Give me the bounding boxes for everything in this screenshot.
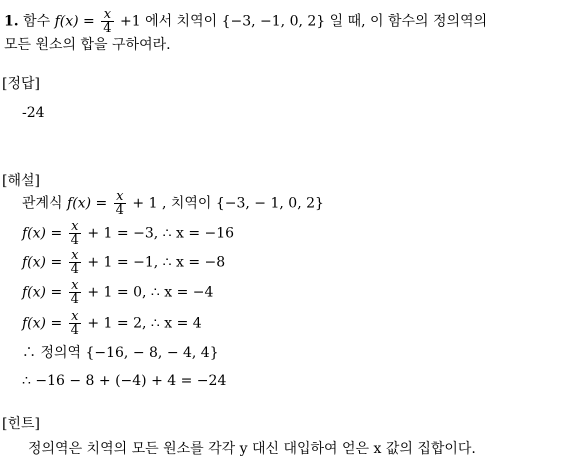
solution-intro-lhs: f(x) = <box>67 195 108 212</box>
solution-label: [해설] <box>2 173 40 189</box>
hint-text: 정의역은 치역의 모든 원소를 각각 y 대신 대입하여 얻은 x 값의 집합이다. <box>28 441 476 457</box>
step-rhs: + 1 = −1, ∴ x = −8 <box>87 254 226 271</box>
fraction-numerator: x <box>71 248 79 263</box>
solution-domain-line: ∴ 정의역 {−16, − 8, − 4, 4} <box>22 345 219 361</box>
answer-value: -24 <box>22 105 45 121</box>
function-lhs: f(x) = <box>54 13 95 30</box>
solution-step <box>22 310 202 337</box>
answer-label: [정답] <box>2 76 40 92</box>
solution-step <box>22 279 213 306</box>
problem-text-mid: 에서 치역이 {−3, −1, 0, 2} 일 때, 이 함수의 정의역의 <box>145 13 488 30</box>
step-lhs: f(x) = <box>22 284 63 301</box>
solution-intro-tail: + 1 , 치역이 {−3, − 1, 0, 2} <box>132 195 324 212</box>
solution-intro <box>22 190 324 217</box>
fraction-denominator: 4 <box>70 233 79 248</box>
solution-sum-line: ∴ −16 − 8 + (−4) + 4 = −24 <box>22 373 227 389</box>
solution-step <box>22 249 225 276</box>
problem-number: 1. <box>4 13 19 30</box>
step-rhs: + 1 = 0, ∴ x = −4 <box>87 284 214 301</box>
fraction-numerator: x <box>71 309 79 324</box>
function-tail: +1 <box>119 13 141 30</box>
step-lhs: f(x) = <box>22 225 63 242</box>
fraction-denominator: 4 <box>70 292 79 307</box>
fraction-numerator: x <box>116 189 124 204</box>
step-rhs: + 1 = −3, ∴ x = −16 <box>87 225 235 242</box>
step-rhs: + 1 = 2, ∴ x = 4 <box>87 315 202 332</box>
fraction-numerator: x <box>103 7 112 22</box>
fraction-denominator: 4 <box>70 323 79 338</box>
fraction-denominator: 4 <box>103 21 112 36</box>
hint-label: [힌트] <box>2 416 40 432</box>
solution-step <box>22 220 234 247</box>
fraction-denominator: 4 <box>115 203 124 218</box>
fraction-denominator: 4 <box>70 262 79 277</box>
step-fraction <box>69 249 81 276</box>
solution-intro-fraction <box>114 190 126 217</box>
fraction-numerator: x <box>71 219 79 234</box>
function-fraction <box>101 8 113 35</box>
solution-intro-before: 관계식 <box>22 195 63 212</box>
problem-line-1 <box>4 8 487 35</box>
problem-line-2: 모든 원소의 합을 구하여라. <box>4 37 171 53</box>
problem-text-before: 함수 <box>23 13 51 30</box>
fraction-numerator: x <box>71 278 79 293</box>
step-fraction <box>69 279 81 306</box>
step-fraction <box>69 310 81 337</box>
step-lhs: f(x) = <box>22 315 63 332</box>
step-fraction <box>69 220 81 247</box>
step-lhs: f(x) = <box>22 254 63 271</box>
